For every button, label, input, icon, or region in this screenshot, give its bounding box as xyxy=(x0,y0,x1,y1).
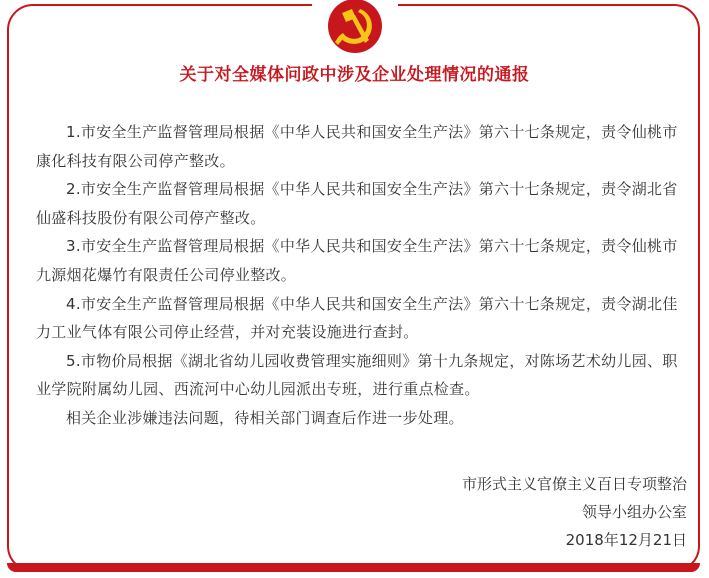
signature-date: 2018年12月21日 xyxy=(565,531,687,549)
signature-block xyxy=(462,470,687,554)
paragraph-item-2: 2.市安全生产监督管理局根据《中华人民共和国安全生产法》第六十七条规定，责令湖北省仙盛科技股份有限公司停产整改。 xyxy=(36,180,678,227)
paragraph-item-4: 4.市安全生产监督管理局根据《中华人民共和国安全生产法》第六十七条规定，责令湖北佳力工业气体有限公司停止经营，并对充装设施进行查封。 xyxy=(36,294,678,342)
emblem-container xyxy=(312,0,398,58)
bottom-red-band xyxy=(7,563,700,572)
page-title: 关于对全媒体问政中涉及企业处理情况的通报 xyxy=(179,65,530,85)
signature-org-line2: 领导小组办公室 xyxy=(581,503,687,521)
hammer-sickle-emblem-icon xyxy=(327,0,383,54)
notice-body xyxy=(36,118,681,433)
paragraph-item-5: 5.市物价局根据《湖北省幼儿园收费管理实施细则》第十九条规定，对陈场艺术幼儿园、职业学院附属幼儿园、西流河中心幼儿园派出专班，进行重点检查。 xyxy=(36,351,678,399)
signature-org-line1: 市形式主义官僚主义百日专项整治 xyxy=(461,475,687,493)
paragraph-closing: 相关企业涉嫌违法问题，待相关部门调查后作进一步处理。 xyxy=(66,408,464,427)
paragraph-item-3: 3.市安全生产监督管理局根据《中华人民共和国安全生产法》第六十七条规定，责令仙桃市九源烟花爆竹有限责任公司停业整改。 xyxy=(36,237,678,284)
paragraph-item-1: 1.市安全生产监督管理局根据《中华人民共和国安全生产法》第六十七条规定，责令仙桃市康化科技有限公司停产整改。 xyxy=(36,123,678,170)
